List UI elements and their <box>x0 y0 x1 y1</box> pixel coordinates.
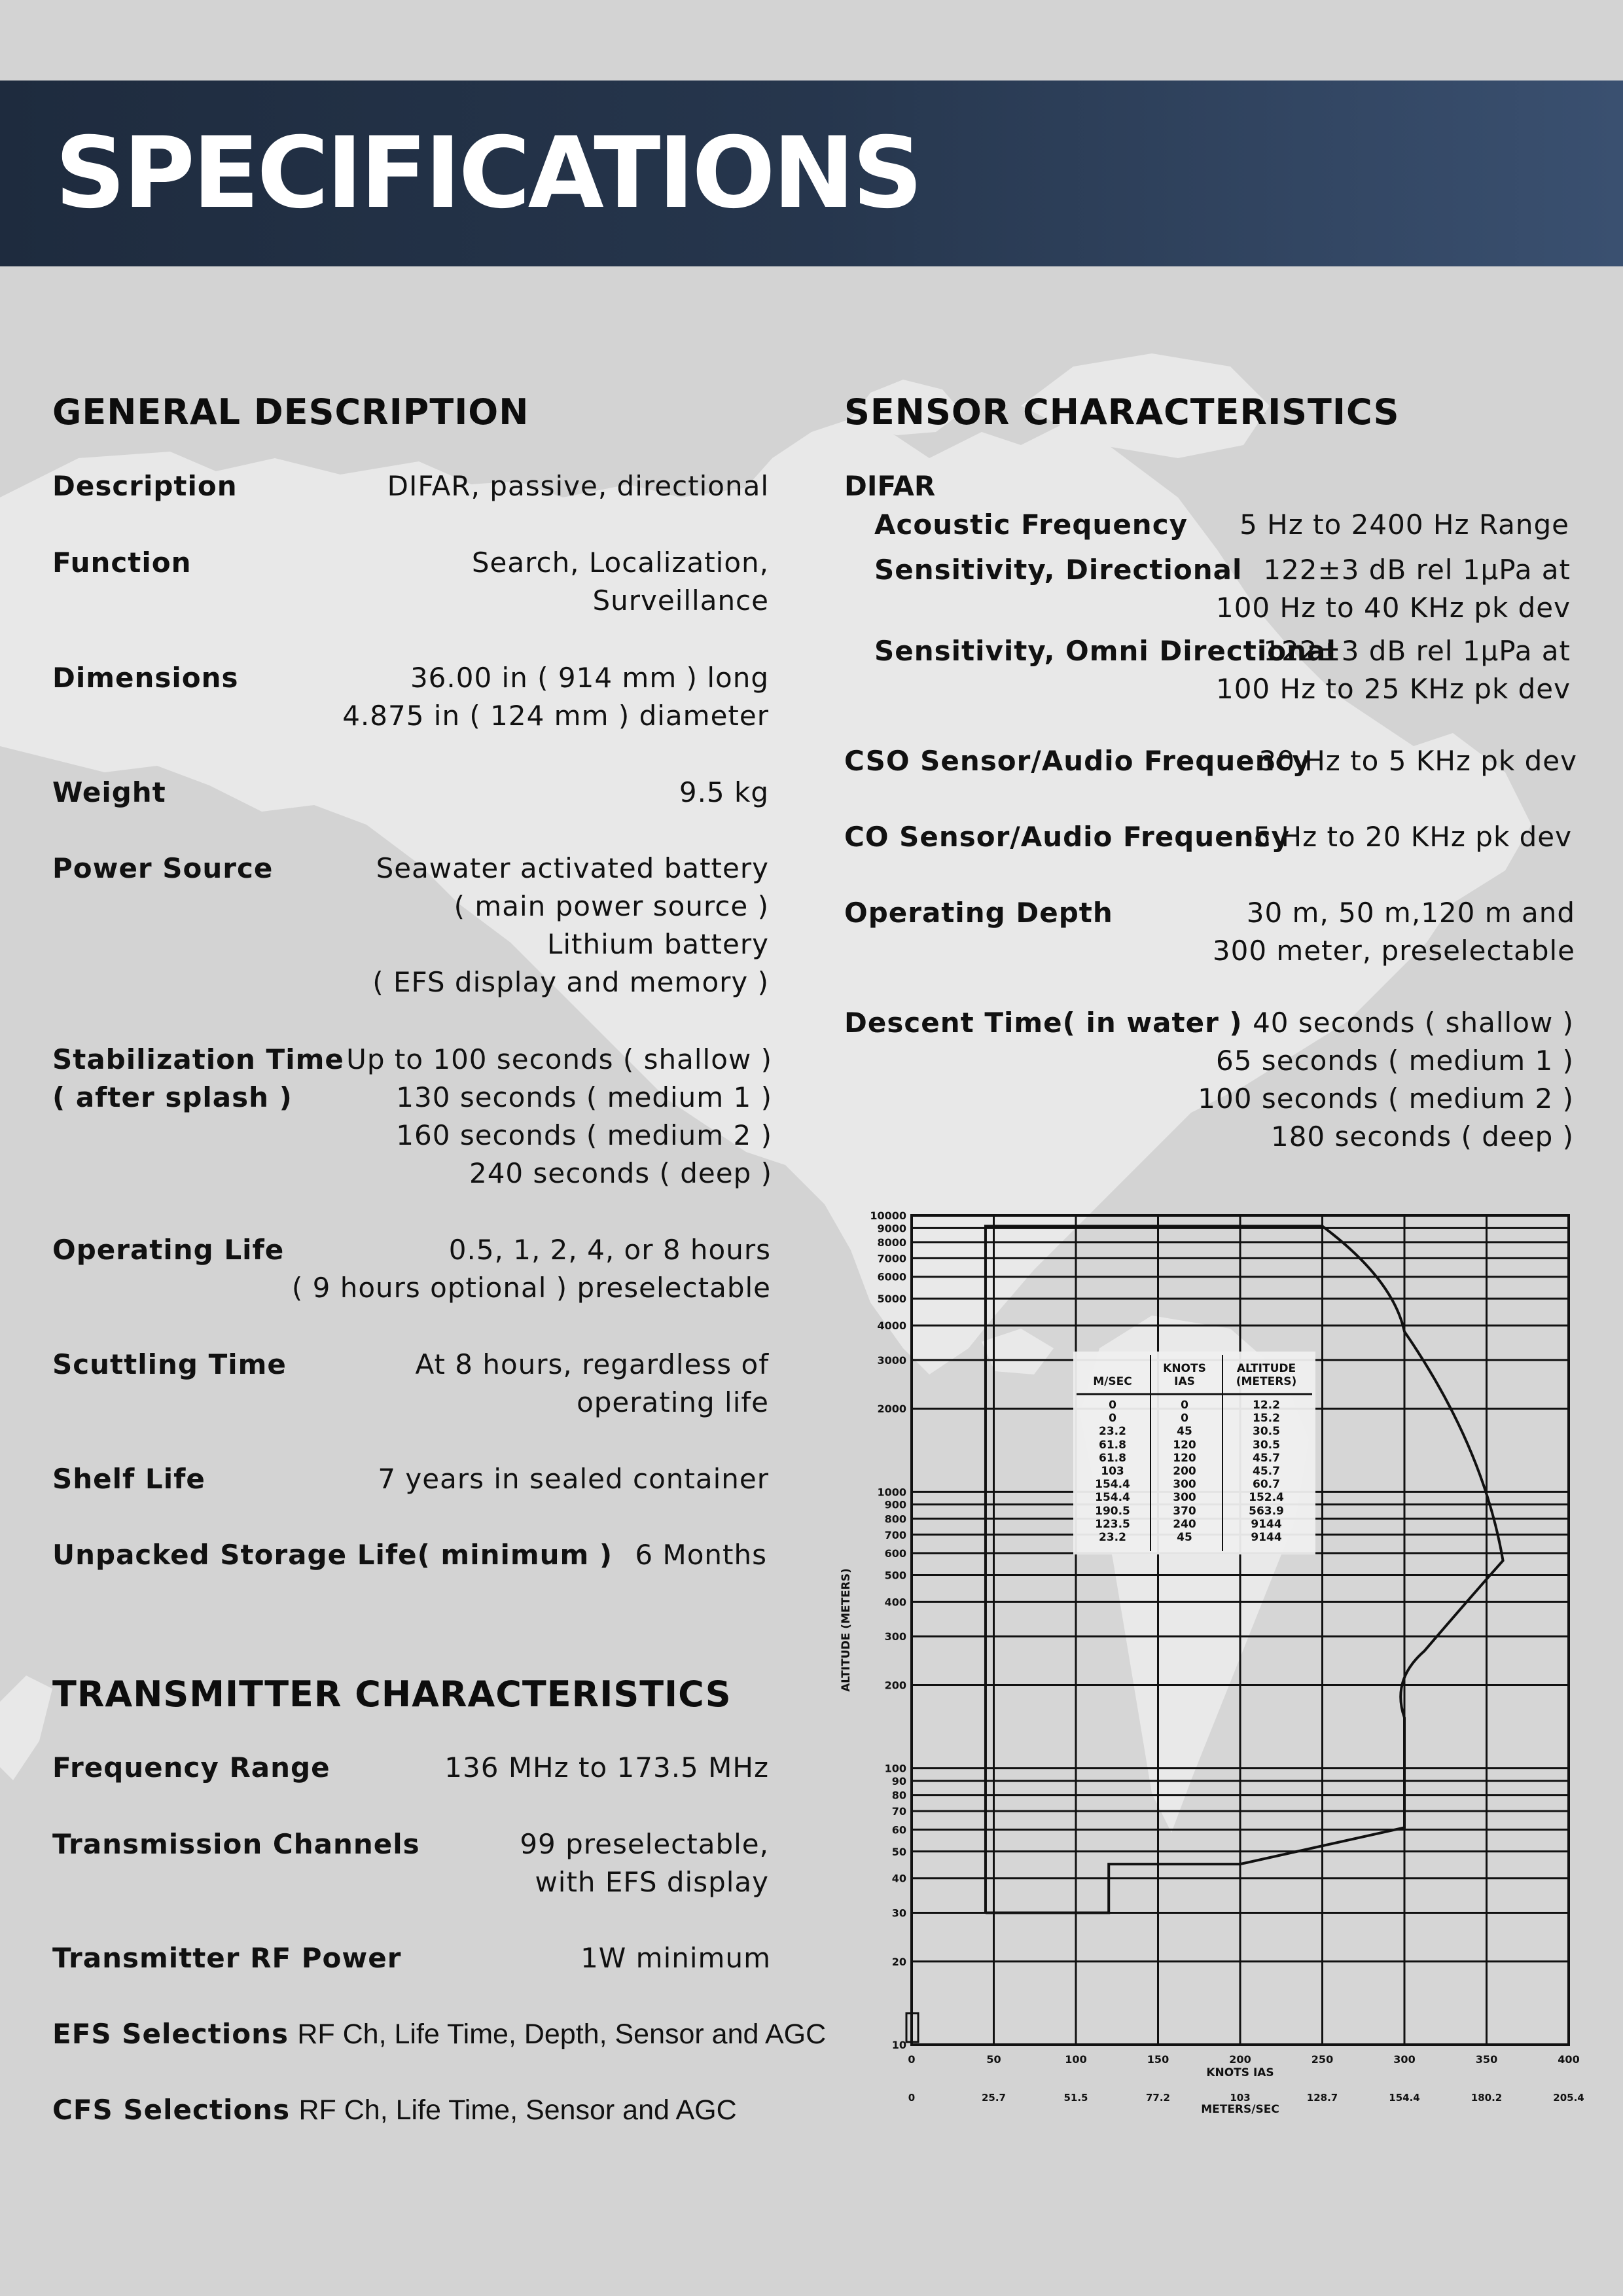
table-cell: 200 <box>1173 1465 1196 1479</box>
spec-value-line: 300 meter, preselectable <box>1212 935 1575 967</box>
table-cell: 0 <box>1109 1412 1116 1426</box>
table-cell: 23.2 <box>1099 1425 1126 1439</box>
table-cell: 45 <box>1177 1531 1192 1545</box>
x-tick-label: 100 <box>1065 2053 1087 2066</box>
table-cell: 15.2 <box>1253 1412 1280 1426</box>
spec-value-line: Surveillance <box>592 584 769 617</box>
spec-value <box>292 1231 771 1307</box>
table-cell: 45.7 <box>1253 1451 1280 1465</box>
x-tick-label: 250 <box>1311 2053 1334 2066</box>
y-tick-label: 9000 <box>877 1222 906 1235</box>
spec-value <box>415 1346 769 1422</box>
spec-value-line: 122±3 dB rel 1μPa at <box>1263 635 1571 667</box>
spec-value-line: 130 seconds ( medium 1 ) <box>396 1081 772 1113</box>
spec-value-line: 122±3 dB rel 1μPa at <box>1263 554 1571 586</box>
table-cell: 30.5 <box>1253 1425 1280 1439</box>
y-tick-label: 700 <box>884 1528 906 1541</box>
x2-tick-label: 103 <box>1230 2092 1251 2104</box>
spec-value-line: 160 seconds ( medium 2 ) <box>396 1119 772 1151</box>
y-tick-label: 600 <box>884 1547 906 1560</box>
spec-label-line: Stabilization Time <box>52 1043 344 1075</box>
spec-value-line: 100 Hz to 40 KHz pk dev <box>1215 592 1571 624</box>
x-tick-label: 400 <box>1558 2053 1580 2066</box>
spec-value <box>520 1825 769 1901</box>
spec-value-line: Lithium battery <box>546 928 769 960</box>
table-column-knots <box>1149 1399 1221 1544</box>
y-tick-label: 80 <box>891 1789 906 1802</box>
spec-cfs-selections <box>52 2091 737 2129</box>
y-tick-label: 20 <box>891 1955 906 1968</box>
x2-tick-label: 51.5 <box>1063 2092 1088 2104</box>
table-cell: 30.5 <box>1253 1438 1280 1452</box>
table-cell: 61.8 <box>1099 1438 1126 1452</box>
difar-heading: DIFAR <box>844 470 936 502</box>
spec-value-line: ( 9 hours optional ) preselectable <box>291 1272 771 1304</box>
spec-value <box>1216 632 1571 708</box>
spec-label: Function <box>52 547 192 579</box>
x-tick-label: 350 <box>1475 2053 1498 2066</box>
spec-value-line: Seawater activated battery <box>376 852 769 884</box>
spec-value <box>472 544 769 620</box>
y-tick-label: 30 <box>891 1907 906 1920</box>
y-tick-label: 300 <box>884 1630 906 1643</box>
spec-efs-selections <box>52 2015 826 2053</box>
x2-tick-label: 0 <box>908 2092 916 2104</box>
x2-tick-label: 154.4 <box>1389 2092 1420 2104</box>
spec-label: CFS Selections <box>52 2094 291 2126</box>
spec-value-line: 0.5, 1, 2, 4, or 8 hours <box>448 1234 771 1266</box>
spec-label-line: ( after splash ) <box>52 1081 293 1113</box>
table-column-altitude <box>1221 1399 1312 1544</box>
y-tick-label: 8000 <box>877 1236 906 1249</box>
x-tick-label: 200 <box>1229 2053 1251 2066</box>
spec-label: Shelf Life <box>52 1463 205 1495</box>
x2-tick-label: 205.4 <box>1553 2092 1584 2104</box>
table-cell: 9144 <box>1251 1517 1282 1531</box>
y-tick-label: 4000 <box>877 1319 906 1333</box>
spec-value-line: ( main power source ) <box>454 890 769 922</box>
spec-value-line: Search, Localization, <box>471 547 769 579</box>
x2-tick-label: 25.7 <box>981 2092 1007 2104</box>
x2-axis-label: METERS/SEC <box>1201 2103 1279 2116</box>
table-cell: 0 <box>1181 1399 1188 1412</box>
table-cell: 154.4 <box>1095 1491 1130 1505</box>
y-tick-label: 90 <box>891 1774 906 1787</box>
spec-label: Transmitter RF Power <box>52 1942 402 1974</box>
y-tick-label: 1000 <box>877 1486 906 1499</box>
y-tick-label: 70 <box>891 1805 906 1818</box>
table-cell: 45.7 <box>1253 1465 1280 1479</box>
page-title: SPECIFICATIONS <box>55 117 921 230</box>
spec-label: Sensitivity, Directional <box>874 554 1243 586</box>
spec-value-line: with EFS display <box>535 1866 769 1898</box>
table-cell: 45 <box>1177 1425 1192 1439</box>
x-axis-label: KNOTS IAS <box>1206 2066 1274 2079</box>
y-tick-label: 200 <box>884 1679 906 1692</box>
spec-value: 9.5 kg <box>679 776 769 808</box>
spec-value-line: 240 seconds ( deep ) <box>469 1157 772 1189</box>
y-tick-label: 800 <box>884 1513 906 1526</box>
table-header-knots: KNOTS IAS <box>1163 1362 1206 1388</box>
x2-tick-label: 77.2 <box>1145 2092 1171 2104</box>
table-cell: 120 <box>1173 1451 1196 1465</box>
spec-value: 7 years in sealed container <box>378 1463 769 1495</box>
y-tick-label: 400 <box>884 1596 906 1609</box>
spec-label: Description <box>52 470 238 502</box>
spec-label: Sensitivity, Omni Directional <box>874 635 1336 667</box>
table-cell: 9144 <box>1251 1531 1282 1545</box>
spec-value: 5 Hz to 20 KHz pk dev <box>1253 821 1572 853</box>
table-cell: 23.2 <box>1099 1531 1126 1545</box>
spec-value: DIFAR, passive, directional <box>387 470 769 502</box>
table-cell: 240 <box>1173 1517 1196 1531</box>
spec-value-line: Up to 100 seconds ( shallow ) <box>346 1043 772 1075</box>
spec-value-line: 36.00 in ( 914 mm ) long <box>410 662 769 694</box>
spec-value <box>342 659 769 735</box>
x-tick-label: 50 <box>986 2053 1001 2066</box>
spec-value <box>1213 894 1575 970</box>
spec-label: EFS Selections <box>52 2018 289 2050</box>
x-tick-label: 300 <box>1393 2053 1416 2066</box>
table-cell: 152.4 <box>1249 1491 1284 1505</box>
spec-value-line: 65 seconds ( medium 1 ) <box>1216 1045 1574 1077</box>
spec-value-line: 100 Hz to 25 KHz pk dev <box>1215 673 1571 705</box>
table-cell: 563.9 <box>1249 1504 1284 1518</box>
x-tick-label: 150 <box>1147 2053 1169 2066</box>
x-tick-label: 0 <box>908 2053 916 2066</box>
y-tick-label: 10 <box>891 2039 906 2051</box>
spec-value-line: 180 seconds ( deep ) <box>1270 1121 1574 1153</box>
spec-value <box>346 1041 772 1193</box>
y-tick-label: 3000 <box>877 1354 906 1367</box>
spec-value: RF Ch, Life Time, Sensor and AGC <box>298 2094 737 2126</box>
spec-value: 136 MHz to 173.5 MHz <box>444 1751 769 1784</box>
table-header-msec: M/SEC <box>1093 1375 1132 1388</box>
general-description-title: GENERAL DESCRIPTION <box>52 391 529 433</box>
spec-value-line: 40 seconds ( shallow ) <box>1253 1007 1574 1039</box>
spec-value-line: At 8 hours, regardless of <box>415 1348 769 1380</box>
y-tick-label: 5000 <box>877 1293 906 1306</box>
spec-label: Operating Depth <box>844 897 1113 929</box>
sensor-characteristics-title: SENSOR CHARACTERISTICS <box>844 391 1400 433</box>
spec-value-line: 100 seconds ( medium 2 ) <box>1198 1083 1574 1115</box>
spec-label: Weight <box>52 776 166 808</box>
y-axis-label: ALTITUDE (METERS) <box>840 1568 853 1692</box>
spec-value: 5 Hz to 2400 Hz Range <box>1240 509 1569 541</box>
y-tick-label: 2000 <box>877 1403 906 1416</box>
spec-label: Power Source <box>52 852 274 884</box>
table-cell: 300 <box>1173 1491 1196 1505</box>
y-tick-label: 60 <box>891 1823 906 1837</box>
spec-label: CSO Sensor/Audio Frequency <box>844 745 1311 777</box>
spec-value-line: 4.875 in ( 124 mm ) diameter <box>342 700 769 732</box>
table-header-altitude: ALTITUDE (METERS) <box>1236 1362 1297 1388</box>
spec-value: RF Ch, Life Time, Depth, Sensor and AGC <box>297 2018 827 2050</box>
x2-tick-label: 128.7 <box>1306 2092 1338 2104</box>
spec-value <box>1198 1004 1574 1156</box>
spec-label: Operating Life <box>52 1234 285 1266</box>
transmitter-characteristics-title: TRANSMITTER CHARACTERISTICS <box>52 1674 732 1715</box>
spec-value: 1W minimum <box>580 1942 771 1974</box>
table-cell: 300 <box>1173 1478 1196 1492</box>
spec-value <box>1216 551 1571 627</box>
table-cell: 123.5 <box>1095 1517 1130 1531</box>
spec-label: Unpacked Storage Life( minimum ) <box>52 1539 613 1571</box>
y-tick-label: 40 <box>891 1872 906 1885</box>
spec-value: 30 Hz to 5 KHz pk dev <box>1258 745 1577 777</box>
table-cell: 0 <box>1181 1412 1188 1426</box>
spec-label: CO Sensor/Audio Frequency <box>844 821 1290 853</box>
spec-value-line: ( EFS display and memory ) <box>372 966 769 998</box>
table-cell: 120 <box>1173 1438 1196 1452</box>
table-cell: 12.2 <box>1253 1399 1280 1412</box>
table-cell: 154.4 <box>1095 1478 1130 1492</box>
table-cell: 61.8 <box>1099 1451 1126 1465</box>
y-tick-label: 6000 <box>877 1270 906 1283</box>
table-cell: 370 <box>1173 1504 1196 1518</box>
spec-label: Transmission Channels <box>52 1828 420 1860</box>
spec-label: Descent Time( in water ) <box>844 1007 1243 1039</box>
spec-label: Scuttling Time <box>52 1348 287 1380</box>
spec-label <box>52 1041 344 1117</box>
spec-value-line: 30 m, 50 m,120 m and <box>1246 897 1575 929</box>
x2-tick-label: 180.2 <box>1471 2092 1503 2104</box>
spec-value-line: 99 preselectable, <box>520 1828 769 1860</box>
spec-label: Acoustic Frequency <box>874 509 1188 541</box>
altitude-speed-chart <box>838 1198 1590 2134</box>
y-tick-label: 50 <box>891 1845 906 1858</box>
spec-label: Dimensions <box>52 662 239 694</box>
table-cell: 60.7 <box>1253 1478 1280 1492</box>
y-tick-label: 100 <box>884 1762 906 1775</box>
header-banner <box>0 81 1623 266</box>
spec-label: Frequency Range <box>52 1751 330 1784</box>
y-tick-label: 7000 <box>877 1252 906 1265</box>
y-tick-label: 500 <box>884 1569 906 1582</box>
spec-value <box>372 850 769 1001</box>
y-tick-label: 900 <box>884 1498 906 1511</box>
spec-value: 6 Months <box>635 1539 767 1571</box>
table-cell: 0 <box>1109 1399 1116 1412</box>
table-cell: 190.5 <box>1095 1504 1130 1518</box>
table-column-msec <box>1077 1399 1149 1544</box>
y-tick-label: 10000 <box>870 1210 906 1222</box>
spec-value-line: operating life <box>577 1386 769 1418</box>
table-cell: 103 <box>1101 1465 1124 1479</box>
